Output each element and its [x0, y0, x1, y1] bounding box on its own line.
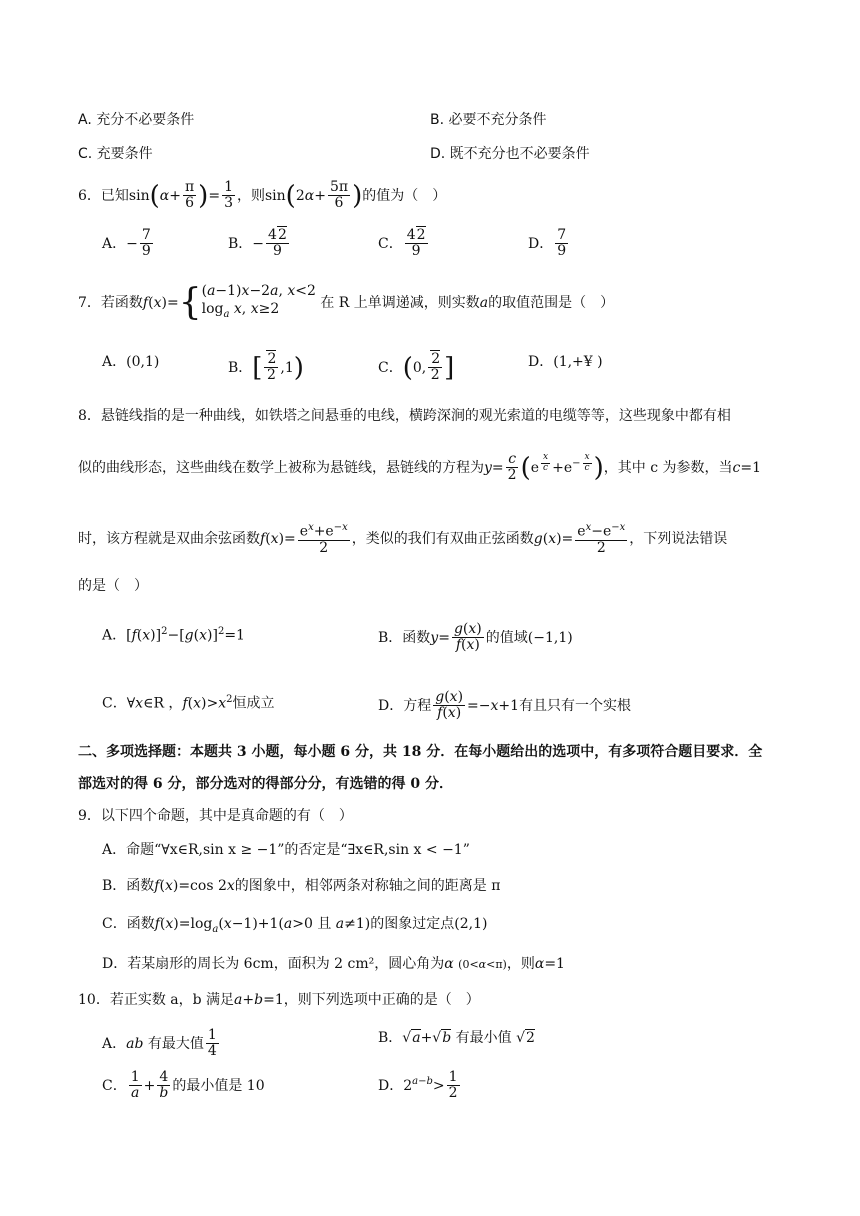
q8-option-b: B．函数y= $\frac{g(x)}{f(x)}$ 的值域(−1,1) [378, 621, 573, 654]
q8-option-a: A．$[f(x)]^2-[g(x)]^2=1$ [102, 626, 245, 644]
q8-line2: 似的曲线形态，这些曲线在数学上被称为悬链线，悬链线的方程为y= $\frac{c}{2}$ (e $^{\frac{x}{c}}$ $+e^{- \frac{x}{c}}$ )，其中 c 为参数，当c=1 [78, 451, 761, 484]
q8-line3: 时，该方程就是双曲余弦函数f(x)= $\frac{e^x+e^{-x}}{2}$ ，类似的我们有双曲正弦函数g(x)= $\frac{e^x-e^{-x}}{2}$ ，下列说法错误 [78, 522, 728, 557]
q7-option-d: D．(1,+¥ ) [528, 354, 603, 370]
section2-heading-line1: 二、多项选择题：本题共 3 小题，每小题 6 分，共 18 分．在每小题给出的选项中，有多项符合题目要求．全 [78, 744, 763, 760]
q6-option-d: D． $\frac{7}{9}$ [528, 227, 567, 260]
q9-stem: 9．以下四个命题，其中是真命题的有（ ） [78, 808, 353, 824]
q7-option-c: C．(0, $\frac{2}{2}$ ] [378, 351, 455, 384]
q5-option-b: B. 必要不充分条件 [430, 112, 547, 128]
q5-option-c: C. 充要条件 [78, 146, 153, 162]
q5-option-d: D. 既不充分也不必要条件 [430, 146, 590, 162]
q10-option-c: C． $\frac{1}{a}$ + $\frac{4}{b}$ 的最小值是 10 [102, 1069, 265, 1102]
section2-heading-line2: 部选对的得 6 分，部分选对的得部分分，有选错的得 0 分． [78, 776, 453, 792]
q9-option-c: C．函数$f(x)=\log_a(x-1)+1(a>0$ 且 a≠1)的图象过定点(2,1) [102, 916, 488, 935]
q9-option-b: B．函数f(x)=cos 2x的图象中，相邻两条对称轴之间的距离是 π [102, 878, 501, 894]
q6-option-a: A．− $\frac{7}{9}$ [102, 227, 151, 260]
q7-option-b: B．[ $\frac{2}{2}$ ,1) [228, 351, 304, 384]
q10-stem: 10．若正实数 a，b 满足a+b=1，则下列选项中正确的是（ ） [78, 992, 480, 1008]
q5-option-a: A. 充分不必要条件 [78, 112, 195, 128]
q8-option-c: C．∀x∈R ，$f(x)>x^2$恒成立 [102, 694, 275, 712]
q6-stem: 6．已知sin(α+ $\frac{\pi}{6}$ )= $\frac{1}{3}$ ，则sin(2α+ $\frac{5\pi}{6}$ )的值为（ ） [78, 179, 447, 212]
q6-option-c: C． $\frac{42}{9}$ [378, 227, 426, 260]
q6-option-b: B．− $\frac{42}{9}$ [228, 227, 287, 260]
q9-option-d: D．若某扇形的周长为 6cm，面积为 2 cm²，圆心角为α (0<α<π)，则α=1 [102, 956, 565, 972]
q8-option-d: D．方程 $\frac{g(x)}{f(x)}$ =−x+1有且只有一个实根 [378, 689, 632, 722]
q9-option-a: A．命题“∀x∈R,sin x ≥ −1”的否定是“∃x∈R,sin x < −1” [102, 842, 470, 858]
q10-option-d: D．$2^{a-b}>$ $\frac{1}{2}$ [378, 1069, 458, 1102]
q10-option-a: A．ab 有最大值 $\frac{1}{4}$ [102, 1027, 217, 1060]
q8-line4: 的是（ ） [78, 578, 148, 594]
q8-line1: 8．悬链线指的是一种曲线，如铁塔之间悬垂的电线，横跨深涧的观光索道的电缆等等，这些现象中都有相 [78, 408, 731, 424]
q10-option-b: B．√a+√b 有最小值 √2 [378, 1030, 535, 1046]
q7-stem: 7．若函数f(x)={ (a−1)x−2a, x<2 $\log_a x$, x≥2 在 R 上单调递减，则实数a的取值范围是（ ） [78, 281, 615, 323]
q7-option-a: A．(0,1) [102, 354, 160, 370]
